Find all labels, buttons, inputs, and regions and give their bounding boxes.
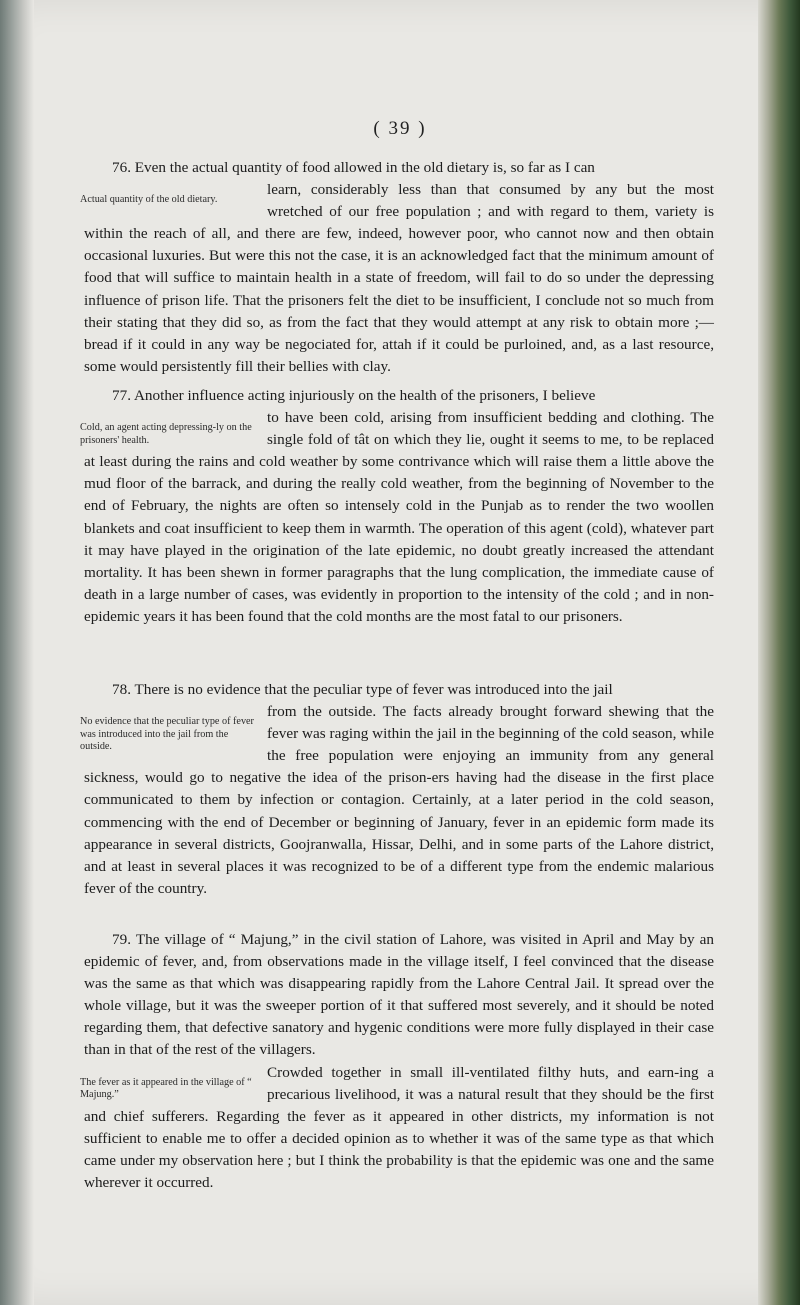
paragraph-body: Crowded together in small ill-ventilated filthy huts, and earn-ing a precarious livelihood, it was a natural result that they should be the first and chief sufferers. Regarding the fever as it appeared in other districts, my information is not sufficient to enable me to offer a decided opinion as to whether it was of the same type as that which came under my observation here ; but I think the probability is that the epidemic was one and the same wherever it occurred.: [84, 1063, 714, 1192]
margin-note: The fever as it appeared in the village of “ Majung.”: [80, 1076, 252, 1101]
paragraph-lead: 77. Another influence acting injuriously on the health of the prisoners, I believe: [112, 387, 596, 404]
paragraph-78: [80, 679, 714, 900]
margin-note: Actual quantity of the old dietary.: [80, 194, 218, 206]
paragraph-79: [80, 929, 714, 1194]
margin-note: No evidence that the peculiar type of fever was introduced into the jail from the outside.: [80, 716, 254, 753]
paragraph-76: [80, 157, 714, 378]
page-number: ( 39 ): [373, 118, 427, 139]
margin-note: Cold, an agent acting depressing-ly on the prisoners' health.: [80, 422, 252, 446]
book-spine-shadow: [0, 0, 34, 1305]
paragraph-lead: 79. The village of “ Majung,” in the civil station of Lahore, was visited in April and May by an epidemic of fever, and, from observations made in the village itself, I feel convinced that the disease was the same as that which was disappearing rapidly from the Lahore Central Jail. It spread over the whole village, but it was the sweeper portion of it that suffered most severely, and it should be noted regarding them, that defective sanatory and hygenic conditions were more fully displayed in their case than in that of the rest of the villagers.: [84, 931, 714, 1059]
paragraph-body: learn, considerably less than that consumed by any but the most wretched of our free population ; and with regard to them, variety is within the reach of all, and there are few, indeed, however poor, who cannot now and then obtain occasional luxuries. But were this not the case, it is an acknowledged fact that the minimum amount of food that will suffice to maintain health in a state of freedom, will fail to do so under the depressing influence of prison life. That the prisoners felt the diet to be insufficient, I conclude not so much from their stating that they did so, as from the fact that they would attempt at any risk to obtain more ;—bread if it could in any way be negociated for, attah if it could be purloined, and, as a last resource, some would persistently fill their bellies with clay.: [84, 181, 714, 375]
paragraph-body: from the outside. The facts already brought forward shewing that the fever was raging within the jail in the beginning of the cold season, while the free population were enjoying an immunity from any general sickness, would go to negative the idea of the prison-ers having had the disease in the first place communicated to them by infection or contagion. Certainly, at a later period in the cold season, commencing with the end of December or beginning of January, fever in an epidemic form made its appearance in several districts, Goojranwalla, Hissar, Delhi, and in some parts of the Lahore district, and at least in several places it was recognized to be of a different type from the endemic malarious fever of the country.: [84, 703, 714, 897]
paragraph-77: [80, 385, 714, 628]
page-edge: [758, 0, 800, 1305]
paragraph-lead: 76. Even the actual quantity of food allowed in the old dietary is, so far as I can: [112, 159, 595, 176]
paragraph-lead: 78. There is no evidence that the peculiar type of fever was introduced into the jail: [112, 681, 613, 698]
paragraph-body: to have been cold, arising from insufficient bedding and clothing. The single fold of tât on which they lie, ought it seems to me, to be replaced at least during the rains and cold weather by some contrivance which will raise them a little above the mud floor of the barrack, and during the really cold weather, from the beginning of November to the end of February, the nights are often so intensely cold in the Punjab as to render the two woollen blankets and coat insufficient to keep them in warmth. The operation of this agent (cold), whatever part it may have played in the origination of the late epidemic, no doubt greatly increased the attendant mortality. It has been shewn in former paragraphs that the lung complication, the immediate cause of death in a large number of cases, was evidently in proportion to the intensity of the cold ; and in non-epidemic years it has been found that the cold months are the most fatal to our prisoners.: [84, 409, 714, 625]
